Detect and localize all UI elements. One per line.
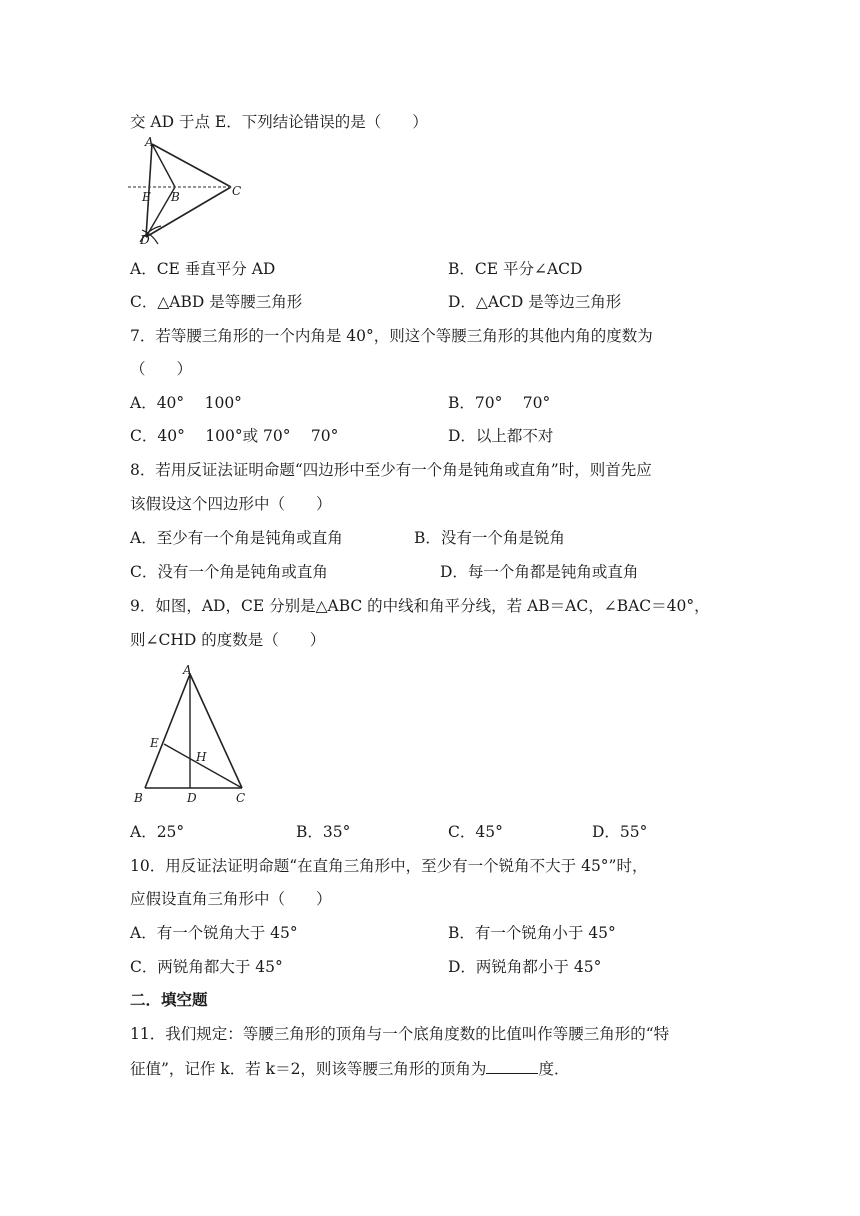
q8-option-b: B．没有一个角是锐角 <box>414 529 565 547</box>
q10-option-c: C．两锐角都大于 45° <box>130 958 283 976</box>
q8-option-a: A．至少有一个角是钝角或直角 <box>130 529 343 547</box>
q9-label-c: C <box>236 791 246 805</box>
q11-stem-line2 <box>130 1058 569 1079</box>
answer-blank[interactable] <box>486 1058 538 1074</box>
q6-label-b: B <box>171 190 180 204</box>
q10-stem-line1: 10．用反证法证明命题“在直角三角形中，至少有一个锐角不大于 45°”时， <box>130 857 648 875</box>
q9-stem-line2: 则∠CHD 的度数是（ ） <box>130 631 326 649</box>
q6-label-d: D <box>140 233 150 247</box>
q6-label-a: A <box>145 135 154 149</box>
q6-option-a: A．CE 垂直平分 AD <box>130 260 276 278</box>
q10-stem-line2: 应假设直角三角形中（ ） <box>130 890 332 908</box>
q9-figure <box>128 662 253 810</box>
q6-figure <box>128 134 253 249</box>
q6-option-b: B．CE 平分∠ACD <box>448 260 583 278</box>
q6-label-c: C <box>232 184 242 198</box>
q7-option-c: C．40° 100°或 70° 70° <box>130 427 339 445</box>
q10-option-b: B．有一个锐角小于 45° <box>448 924 616 942</box>
q9-option-d: D．55° <box>592 823 648 841</box>
q10-option-d: D．两锐角都小于 45° <box>448 958 602 976</box>
q6-option-c: C．△ABD 是等腰三角形 <box>130 293 303 311</box>
q8-stem-line2: 该假设这个四边形中（ ） <box>130 495 332 513</box>
section-title: 二．填空题 <box>130 991 208 1009</box>
q9-option-c: C．45° <box>448 823 503 841</box>
q11-text-after: 度． <box>538 1060 570 1078</box>
q10-option-a: A．有一个锐角大于 45° <box>130 924 298 942</box>
q11-stem-line1: 11．我们规定：等腰三角形的顶角与一个底角度数的比值叫作等腰三角形的“特 <box>130 1025 670 1043</box>
q9-label-b: B <box>134 791 143 805</box>
q8-option-c: C．没有一个角是钝角或直角 <box>130 563 328 581</box>
q6-stem-tail: 交 AD 于点 E．下列结论错误的是（ ） <box>130 113 428 131</box>
q9-stem-line1: 9．如图，AD，CE 分别是△ABC 的中线和角平分线，若 AB＝AC，∠BAC＝40°， <box>130 597 710 615</box>
q9-option-a: A．25° <box>130 823 185 841</box>
q6-option-d: D．△ACD 是等边三角形 <box>448 293 622 311</box>
q9-option-b: B．35° <box>296 823 351 841</box>
q7-stem-line1: 7．若等腰三角形的一个内角是 40°，则这个等腰三角形的其他内角的度数为 <box>130 327 653 345</box>
q7-stem-line2: （ ） <box>130 360 193 378</box>
q6-label-e: E <box>142 190 151 204</box>
q7-option-d: D．以上都不对 <box>448 427 554 445</box>
q8-option-d: D．每一个角都是钝角或直角 <box>440 563 639 581</box>
q11-text-before: 征值”，记作 k．若 k＝2，则该等腰三角形的顶角为 <box>130 1060 487 1078</box>
q9-label-e: E <box>150 736 159 750</box>
q9-label-a: A <box>183 663 192 677</box>
q9-label-h: H <box>196 750 207 764</box>
q7-option-b: B．70° 70° <box>448 394 551 412</box>
q8-stem-line1: 8．若用反证法证明命题“四边形中至少有一个角是钝角或直角”时，则首先应 <box>130 461 652 479</box>
q7-option-a: A．40° 100° <box>130 394 242 412</box>
q9-label-d: D <box>187 791 197 805</box>
